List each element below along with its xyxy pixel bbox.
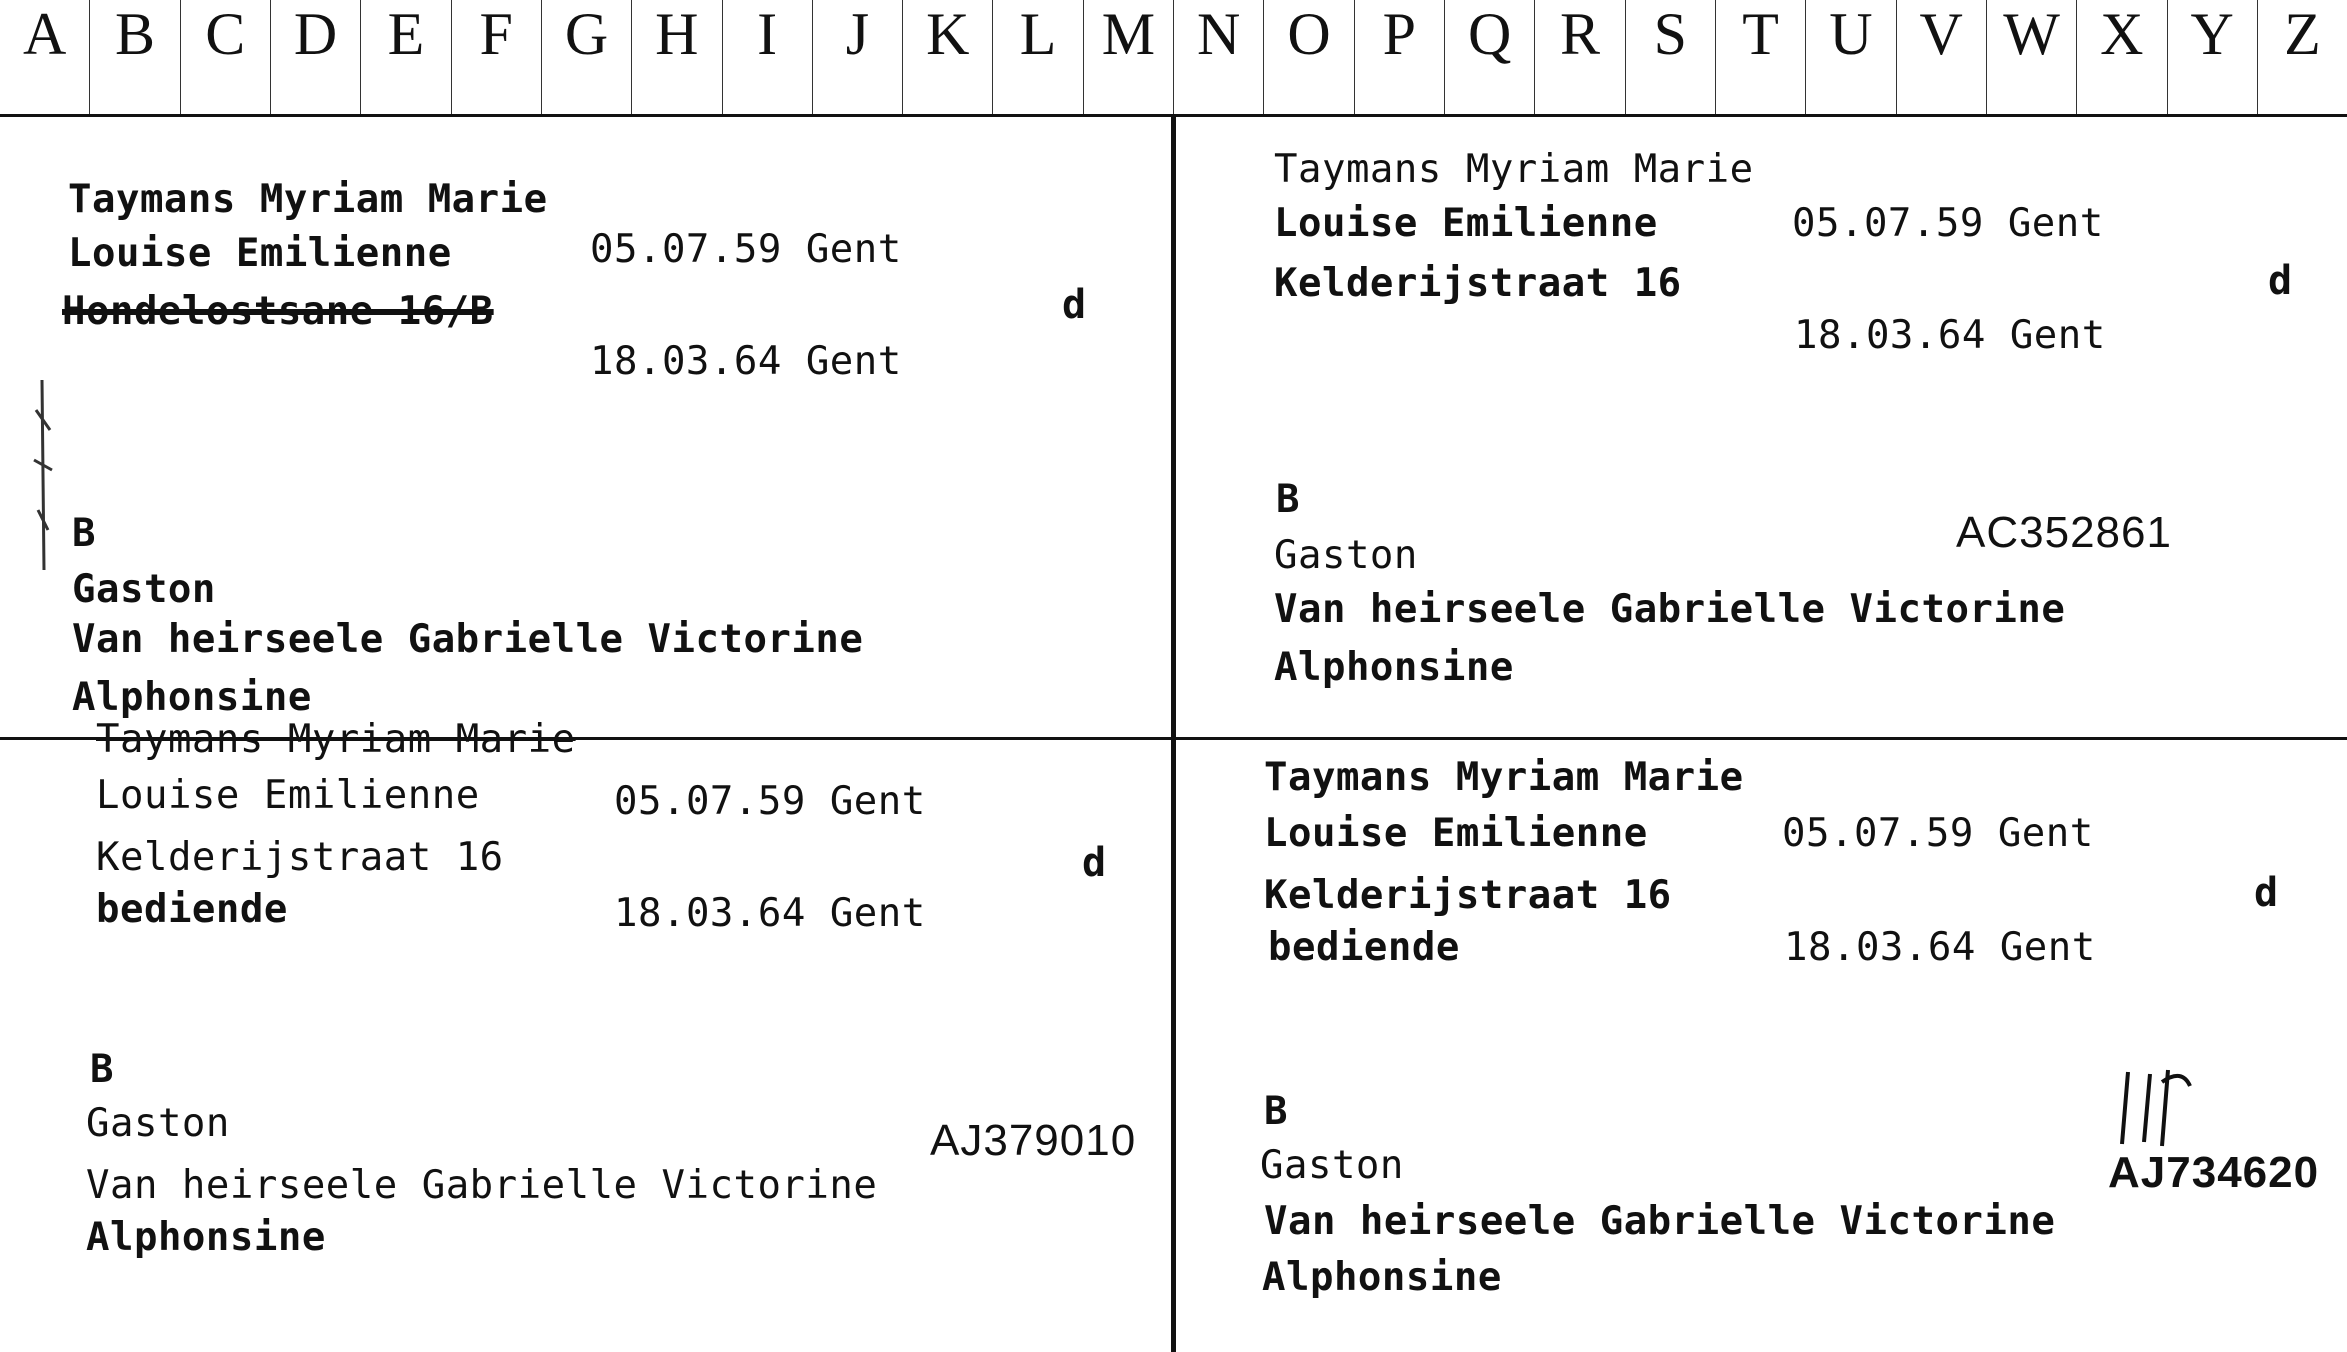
edge-stamp-mark	[22, 370, 62, 590]
alphabet-letter-u: U	[1806, 0, 1896, 114]
card-letter: B	[1264, 1089, 1288, 1134]
card-occupation: bediende	[1268, 925, 1460, 970]
card-number: AC352861	[1956, 508, 2172, 557]
card-given-names: Louise Emilienne	[96, 773, 480, 818]
card-mother: Van heirseele Gabrielle Victorine	[86, 1163, 878, 1208]
alphabet-letter-i: I	[723, 0, 813, 114]
card-letter: B	[72, 511, 96, 556]
card-date2: 18.03.64 Gent	[590, 339, 902, 384]
card-number: AJ379010	[930, 1116, 1137, 1165]
card-mark: d	[2254, 870, 2279, 916]
card-name: Taymans Myriam Marie	[96, 717, 576, 762]
alphabet-letter-o: O	[1264, 0, 1354, 114]
card-father: Gaston	[1260, 1143, 1404, 1188]
alphabet-letter-g: G	[542, 0, 632, 114]
alphabet-letter-v: V	[1897, 0, 1987, 114]
card-occupation: bediende	[96, 887, 288, 932]
card-birth: 05.07.59 Gent	[1782, 811, 2094, 856]
card-birth: 05.07.59 Gent	[614, 779, 926, 824]
card-address: Kelderijstraat 16	[1264, 873, 1672, 918]
alphabet-letter-k: K	[903, 0, 993, 114]
card-birth: 05.07.59 Gent	[590, 227, 902, 272]
alphabet-letter-y: Y	[2168, 0, 2258, 114]
card-address: Kelderijstraat 16	[1274, 261, 1682, 306]
alphabet-index-row	[0, 0, 2347, 117]
card-mark: d	[1082, 840, 1107, 886]
alphabet-letter-l: L	[993, 0, 1083, 114]
card-mother2: Alphonsine	[1262, 1255, 1502, 1300]
alphabet-letter-n: N	[1174, 0, 1264, 114]
card-mark: d	[1062, 282, 1087, 328]
card-mother: Van heirseele Gabrielle Victorine	[72, 617, 864, 662]
alphabet-letter-e: E	[361, 0, 451, 114]
card-date2: 18.03.64 Gent	[1794, 313, 2106, 358]
card-date2: 18.03.64 Gent	[1784, 925, 2096, 970]
vertical-divider	[1171, 116, 1176, 1352]
card-letter: B	[90, 1047, 114, 1092]
card-name: Taymans Myriam Marie	[1264, 755, 1744, 800]
card-address: Kelderijstraat 16	[96, 835, 504, 880]
card-mother: Van heirseele Gabrielle Victorine	[1264, 1199, 2056, 1244]
alphabet-letter-s: S	[1626, 0, 1716, 114]
card-birth: 05.07.59 Gent	[1792, 201, 2104, 246]
card-number: AJ734620	[2108, 1148, 2320, 1197]
handwritten-tick-marks	[2110, 1062, 2220, 1152]
alphabet-letter-c: C	[181, 0, 271, 114]
card-mother: Van heirseele Gabrielle Victorine	[1274, 587, 2066, 632]
card-address-struck: Hondelostsane 16/B	[62, 289, 494, 334]
alphabet-letter-a: A	[0, 0, 90, 114]
card-father: Gaston	[86, 1101, 230, 1146]
card-mark: d	[2268, 258, 2293, 304]
card-given-names: Louise Emilienne	[1274, 201, 1658, 246]
card-name: Taymans Myriam Marie	[68, 177, 548, 222]
alphabet-letter-w: W	[1987, 0, 2077, 114]
card-mother2: Alphonsine	[72, 675, 312, 720]
alphabet-letter-d: D	[271, 0, 361, 114]
card-mother2: Alphonsine	[86, 1215, 326, 1260]
alphabet-letter-q: Q	[1445, 0, 1535, 114]
alphabet-letter-f: F	[452, 0, 542, 114]
alphabet-letter-p: P	[1355, 0, 1445, 114]
card-father: Gaston	[72, 567, 216, 612]
card-date2: 18.03.64 Gent	[614, 891, 926, 936]
alphabet-letter-z: Z	[2284, 1, 2321, 67]
card-father: Gaston	[1274, 533, 1418, 578]
alphabet-letter-t: T	[1716, 0, 1806, 114]
card-name: Taymans Myriam Marie	[1274, 147, 1754, 192]
card-letter: B	[1276, 477, 1300, 522]
card-given-names: Louise Emilienne	[1264, 811, 1648, 856]
alphabet-letter-j: J	[813, 0, 903, 114]
alphabet-letter-m: M	[1084, 0, 1174, 114]
card-mother2: Alphonsine	[1274, 645, 1514, 690]
alphabet-letter-x: X	[2077, 0, 2167, 114]
alphabet-letter-r: R	[1535, 0, 1625, 114]
alphabet-letter-h: H	[632, 0, 722, 114]
card-given-names: Louise Emilienne	[68, 231, 452, 276]
alphabet-letter-b: B	[90, 0, 180, 114]
